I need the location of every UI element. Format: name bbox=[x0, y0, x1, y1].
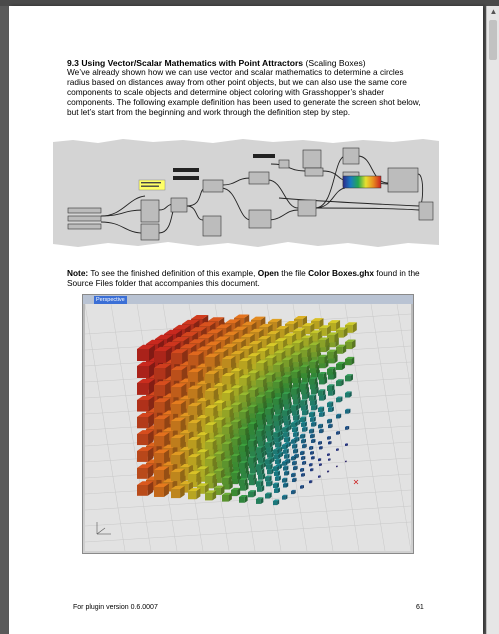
box-face bbox=[275, 409, 280, 414]
box-face bbox=[282, 496, 286, 500]
box-face bbox=[302, 462, 305, 465]
box-face bbox=[283, 450, 287, 454]
attractor-point-icon bbox=[354, 480, 358, 484]
box-face bbox=[274, 438, 279, 443]
box-face bbox=[336, 347, 343, 354]
box-face bbox=[256, 414, 262, 420]
viewport-tab-bar bbox=[83, 295, 413, 304]
box-face bbox=[256, 380, 263, 387]
grasshopper-definition-graphic bbox=[53, 138, 439, 248]
box-face bbox=[265, 392, 271, 398]
box-face bbox=[171, 489, 180, 498]
box-face bbox=[171, 370, 182, 381]
box-face bbox=[319, 413, 323, 417]
box-face bbox=[283, 467, 287, 471]
scroll-thumb[interactable] bbox=[489, 20, 497, 60]
box-face bbox=[273, 501, 277, 505]
box-face bbox=[300, 418, 304, 422]
box-face bbox=[282, 377, 288, 383]
box-face bbox=[274, 472, 278, 476]
section-title: 9.3 Using Vector/Scalar Mathematics with Point Attractors bbox=[67, 58, 304, 68]
box-face bbox=[250, 434, 256, 440]
box-face bbox=[301, 457, 304, 460]
note-open: Open bbox=[257, 268, 279, 278]
box-face bbox=[293, 416, 297, 420]
box-face bbox=[345, 461, 346, 462]
box-face bbox=[336, 364, 342, 370]
box-face bbox=[300, 469, 303, 472]
box-face bbox=[309, 430, 312, 433]
box-face bbox=[309, 413, 313, 417]
box-face bbox=[319, 447, 321, 449]
box-face bbox=[309, 447, 312, 450]
box-face bbox=[188, 406, 197, 415]
box-face bbox=[311, 457, 313, 459]
box-face bbox=[345, 410, 349, 414]
box-face bbox=[336, 398, 340, 402]
box-face bbox=[248, 492, 253, 497]
box-face bbox=[301, 440, 304, 443]
box-face bbox=[267, 470, 271, 474]
box-face bbox=[301, 406, 306, 411]
box-face bbox=[154, 385, 165, 396]
viewport-render bbox=[85, 304, 411, 551]
box-face bbox=[273, 433, 278, 438]
note-text-3: found in the Source Files folder that accompanies this document. bbox=[67, 268, 420, 288]
box-face bbox=[265, 409, 271, 415]
box-face bbox=[282, 445, 286, 449]
box-face bbox=[293, 467, 296, 470]
box-face bbox=[309, 379, 315, 385]
box-face bbox=[154, 470, 164, 480]
box-face bbox=[239, 480, 245, 486]
box-face bbox=[205, 459, 212, 466]
box-face bbox=[327, 403, 331, 407]
box-face bbox=[265, 494, 269, 498]
box-face bbox=[327, 454, 329, 456]
box-face bbox=[291, 440, 295, 444]
box-face bbox=[248, 475, 253, 480]
box-face bbox=[257, 436, 262, 441]
box-face bbox=[309, 481, 311, 483]
vertical-scrollbar[interactable] bbox=[486, 6, 499, 634]
box-face bbox=[318, 442, 321, 445]
box-face bbox=[291, 491, 294, 494]
box-face bbox=[300, 367, 306, 373]
box-face bbox=[318, 391, 323, 396]
box-face bbox=[267, 436, 272, 441]
box-face bbox=[266, 431, 271, 436]
box-face bbox=[239, 361, 247, 369]
box-face bbox=[171, 387, 181, 397]
box-face bbox=[249, 446, 255, 452]
box-face bbox=[284, 404, 289, 409]
box-face bbox=[265, 460, 270, 465]
box-face bbox=[292, 411, 297, 416]
box-face bbox=[248, 424, 254, 430]
box-face bbox=[302, 445, 305, 448]
box-face bbox=[248, 441, 254, 447]
box-face bbox=[318, 374, 324, 380]
box-face bbox=[250, 468, 255, 473]
note-label: Note: bbox=[67, 268, 89, 278]
box-face bbox=[240, 485, 246, 491]
box-face bbox=[137, 383, 149, 395]
box-face bbox=[265, 477, 269, 481]
box-face bbox=[282, 428, 286, 432]
box-face bbox=[319, 396, 324, 401]
box-face bbox=[301, 423, 305, 427]
box-face bbox=[273, 484, 277, 488]
box-face bbox=[266, 465, 270, 469]
box-face bbox=[310, 401, 315, 406]
box-face bbox=[310, 435, 313, 438]
box-face bbox=[302, 411, 306, 415]
box-face bbox=[205, 425, 213, 433]
box-face bbox=[273, 382, 279, 388]
box-face bbox=[267, 419, 272, 424]
box-face bbox=[327, 369, 333, 375]
box-face bbox=[222, 495, 229, 502]
box-face bbox=[248, 458, 253, 463]
box-face bbox=[273, 365, 280, 372]
box-face bbox=[265, 443, 270, 448]
box-face bbox=[291, 372, 297, 378]
box-face bbox=[309, 396, 314, 401]
section-subtitle: (Scaling Boxes) bbox=[305, 58, 366, 68]
box-face bbox=[171, 455, 180, 464]
box-face bbox=[292, 445, 296, 449]
box-face bbox=[291, 389, 297, 395]
box-face bbox=[310, 384, 315, 389]
box-face bbox=[154, 436, 164, 446]
body-paragraph: We’ve already shown how we can use vector and scalar mathematics to determine a circles radius based on distances away from other point objects, but we can also use the same core components to scale objects and determine object coloring with Grasshopper’s shader components. The following example definition has been used to generate the screen shot below, but let’s start from the beginning and work through the definition step by step. bbox=[67, 67, 421, 117]
box-face bbox=[328, 408, 332, 412]
box-face bbox=[222, 393, 230, 401]
box-face bbox=[283, 416, 288, 421]
box-face bbox=[267, 453, 272, 458]
box-face bbox=[293, 450, 296, 453]
box-face bbox=[256, 448, 261, 453]
box-face bbox=[249, 463, 254, 468]
box-face bbox=[275, 443, 279, 447]
box-face bbox=[300, 486, 303, 489]
box-face bbox=[239, 378, 247, 386]
box-face bbox=[318, 476, 320, 478]
box-face bbox=[137, 366, 149, 378]
box-face bbox=[328, 374, 334, 380]
note-text-2: the file bbox=[279, 268, 309, 278]
box-face bbox=[256, 499, 261, 504]
box-face bbox=[205, 408, 213, 416]
viewport-label: Perspective bbox=[96, 297, 125, 303]
box-face bbox=[239, 429, 245, 435]
box-face bbox=[282, 411, 287, 416]
box-face bbox=[231, 473, 237, 479]
box-face bbox=[345, 393, 349, 397]
rhino-viewport-screenshot bbox=[82, 294, 414, 554]
box-face bbox=[292, 428, 296, 432]
box-face bbox=[222, 461, 229, 468]
box-face bbox=[284, 438, 288, 442]
box-face bbox=[291, 474, 294, 477]
box-face bbox=[283, 484, 287, 488]
box-face bbox=[171, 421, 181, 431]
box-face bbox=[336, 449, 338, 451]
box-face bbox=[239, 497, 245, 503]
box-face bbox=[205, 391, 214, 400]
box-face bbox=[222, 478, 229, 485]
box-face bbox=[274, 455, 278, 459]
box-face bbox=[328, 425, 331, 428]
box-face bbox=[265, 426, 270, 431]
box-face bbox=[275, 426, 280, 431]
box-face bbox=[282, 394, 288, 400]
box-face bbox=[328, 459, 330, 461]
box-face bbox=[327, 471, 328, 472]
box-face bbox=[258, 458, 263, 463]
box-face bbox=[318, 408, 322, 412]
box-face bbox=[310, 469, 312, 471]
box-face bbox=[239, 412, 246, 419]
box-face bbox=[273, 399, 279, 405]
box-face bbox=[284, 455, 288, 459]
box-face bbox=[309, 362, 315, 368]
box-face bbox=[319, 379, 324, 384]
box-face bbox=[274, 421, 279, 426]
box-face bbox=[284, 472, 287, 475]
box-face bbox=[282, 462, 286, 466]
box-face bbox=[266, 448, 271, 453]
box-face bbox=[300, 435, 304, 439]
box-face bbox=[274, 489, 278, 493]
box-face bbox=[266, 482, 270, 486]
note-text-1: To see the finished definition of this example, bbox=[88, 268, 258, 278]
box-face bbox=[283, 399, 288, 404]
box-face bbox=[222, 376, 230, 384]
box-face bbox=[188, 491, 196, 499]
box-face bbox=[302, 428, 306, 432]
box-face bbox=[283, 433, 287, 437]
box-face bbox=[137, 349, 149, 361]
box-face bbox=[154, 368, 165, 379]
box-face bbox=[137, 485, 148, 496]
box-face bbox=[284, 421, 289, 426]
box-face bbox=[256, 482, 261, 487]
box-face bbox=[311, 423, 315, 427]
box-face bbox=[292, 479, 295, 482]
box-face bbox=[273, 467, 277, 471]
box-face bbox=[231, 490, 237, 496]
box-face bbox=[241, 473, 247, 479]
box-face bbox=[327, 420, 330, 423]
box-face bbox=[249, 480, 254, 485]
box-face bbox=[137, 468, 148, 479]
box-face bbox=[241, 456, 247, 462]
box-face bbox=[311, 406, 315, 410]
box-face bbox=[300, 452, 303, 455]
box-face bbox=[302, 394, 307, 399]
box-face bbox=[292, 462, 295, 465]
box-face bbox=[293, 433, 297, 437]
box-face bbox=[250, 451, 255, 456]
box-face bbox=[188, 457, 196, 465]
box-face bbox=[205, 357, 215, 367]
box-face bbox=[345, 444, 347, 446]
footer-version: For plugin version 0.6.0007 bbox=[73, 604, 158, 611]
box-face bbox=[154, 487, 164, 497]
box-face bbox=[222, 427, 229, 434]
box-face bbox=[328, 391, 333, 396]
box-face bbox=[188, 423, 197, 432]
box-face bbox=[258, 424, 264, 430]
box-face bbox=[310, 452, 313, 455]
box-face bbox=[205, 442, 213, 450]
box-face bbox=[291, 406, 296, 411]
box-face bbox=[257, 487, 262, 492]
box-face bbox=[222, 444, 229, 451]
box-face bbox=[222, 359, 231, 368]
box-face bbox=[239, 463, 245, 469]
box-face bbox=[328, 442, 330, 444]
note-paragraph bbox=[67, 268, 427, 288]
box-face bbox=[318, 357, 324, 363]
box-face bbox=[291, 423, 295, 427]
box-face bbox=[222, 410, 229, 417]
box-face bbox=[205, 476, 212, 483]
box-face bbox=[256, 397, 262, 403]
box-face bbox=[318, 425, 321, 428]
box-face bbox=[345, 427, 348, 430]
box-face bbox=[336, 415, 339, 418]
box-face bbox=[292, 394, 297, 399]
box-face bbox=[256, 465, 261, 470]
box-face bbox=[336, 381, 341, 386]
box-face bbox=[345, 359, 351, 365]
box-face bbox=[318, 459, 320, 461]
box-face bbox=[274, 404, 280, 410]
box-face bbox=[327, 386, 332, 391]
box-face bbox=[258, 441, 263, 446]
page-number: 61 bbox=[416, 604, 424, 611]
box-face bbox=[239, 446, 245, 452]
box-face bbox=[188, 355, 198, 365]
box-face bbox=[345, 376, 350, 381]
box-face bbox=[137, 400, 149, 412]
box-face bbox=[336, 432, 339, 435]
box-face bbox=[188, 372, 198, 382]
box-face bbox=[293, 399, 298, 404]
box-face bbox=[137, 451, 148, 462]
box-face bbox=[291, 457, 294, 460]
box-face bbox=[311, 389, 316, 394]
box-face bbox=[257, 470, 262, 475]
box-face bbox=[257, 453, 262, 458]
box-face bbox=[266, 414, 272, 420]
box-face bbox=[336, 466, 337, 467]
box-face bbox=[300, 401, 305, 406]
box-face bbox=[327, 437, 330, 440]
colored-boxes-render bbox=[85, 304, 411, 551]
box-face bbox=[188, 474, 196, 482]
box-face bbox=[188, 440, 197, 449]
box-face bbox=[171, 472, 180, 481]
box-face bbox=[154, 419, 164, 429]
box-face bbox=[311, 440, 314, 443]
box-face bbox=[256, 431, 261, 436]
box-face bbox=[154, 351, 166, 363]
box-face bbox=[258, 475, 263, 480]
box-face bbox=[171, 438, 180, 447]
box-face bbox=[137, 417, 148, 428]
box-face bbox=[240, 468, 246, 474]
box-face bbox=[319, 430, 322, 433]
box-face bbox=[171, 404, 181, 414]
box-face bbox=[205, 374, 214, 383]
box-face bbox=[275, 460, 279, 464]
box-face bbox=[256, 363, 264, 371]
box-face bbox=[275, 477, 279, 481]
box-face bbox=[239, 395, 246, 402]
box-face bbox=[205, 493, 212, 500]
note-file-name: Color Boxes.ghx bbox=[308, 268, 374, 278]
box-face bbox=[301, 474, 304, 477]
box-face bbox=[319, 464, 321, 466]
grasshopper-definition-screenshot bbox=[53, 138, 439, 248]
box-face bbox=[188, 389, 197, 398]
box-face bbox=[300, 384, 306, 390]
box-face bbox=[273, 416, 278, 421]
box-face bbox=[154, 402, 165, 413]
box-face bbox=[137, 434, 148, 445]
scroll-up-icon[interactable]: ▲ bbox=[489, 7, 498, 16]
box-face bbox=[301, 389, 306, 394]
box-face bbox=[273, 450, 277, 454]
box-face bbox=[154, 453, 164, 463]
axis-icon bbox=[97, 522, 111, 534]
box-face bbox=[282, 479, 286, 483]
box-face bbox=[327, 352, 334, 359]
box-face bbox=[171, 353, 182, 364]
box-face bbox=[309, 464, 311, 466]
box-face bbox=[310, 418, 314, 422]
